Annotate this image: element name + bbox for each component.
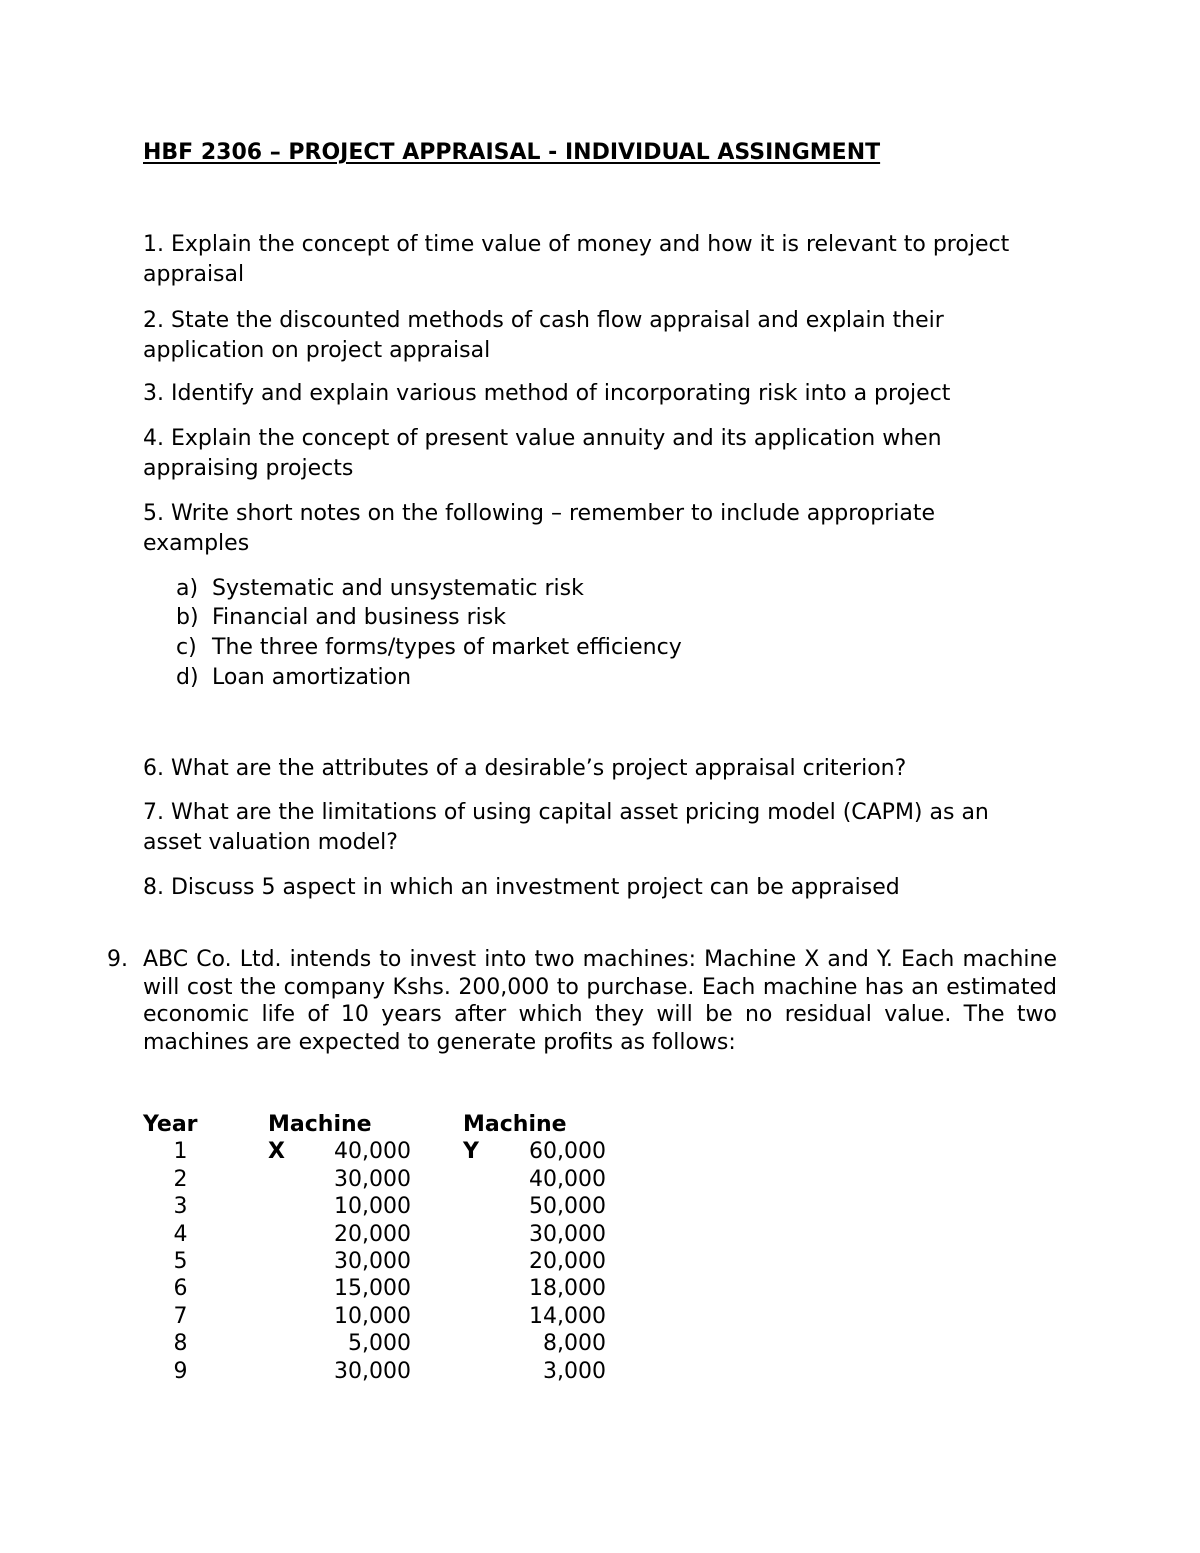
cell-machine-x: 30,000	[334, 1166, 411, 1192]
question-2: 2. State the discounted methods of cash flow appraisal and explain their application on project appraisal	[143, 308, 944, 363]
question-9-number: 9.	[107, 947, 128, 972]
cell-machine-y: 18,000	[529, 1276, 606, 1302]
item-label: d)	[176, 665, 199, 690]
question-5-item-c	[176, 633, 682, 663]
item-text: The three forms/types of market efficiency	[212, 635, 682, 660]
question-5-item-b	[176, 603, 506, 633]
cell-machine-y: 3,000	[543, 1358, 606, 1384]
question-4: 4. Explain the concept of present value annuity and its application when appraising projects	[143, 426, 942, 481]
cell-year: 3	[173, 1194, 188, 1220]
cell-machine-y: 40,000	[529, 1166, 606, 1192]
cell-machine-x: 10,000	[334, 1303, 411, 1329]
cell-machine-y: 50,000	[529, 1194, 606, 1220]
cell-machine-x: 30,000	[334, 1358, 411, 1384]
item-label: b)	[176, 605, 199, 630]
cell-machine-x: 30,000	[334, 1248, 411, 1274]
cell-year: 1	[173, 1139, 188, 1165]
question-3: 3. Identify and explain various method of incorporating risk into a project	[143, 381, 951, 406]
header-machine-x: Machine X	[268, 1112, 372, 1165]
cell-year: 8	[173, 1331, 188, 1357]
item-text: Financial and business risk	[212, 605, 506, 630]
cell-machine-x: 40,000	[334, 1139, 411, 1165]
question-7: 7. What are the limitations of using capital asset pricing model (CAPM) as an asset valuation model?	[143, 800, 989, 855]
document-title: HBF 2306 – PROJECT APPRAISAL - INDIVIDUAL ASSINGMENT	[143, 140, 881, 165]
cell-machine-y: 20,000	[529, 1248, 606, 1274]
cell-machine-x: 10,000	[334, 1194, 411, 1220]
question-9: ABC Co. Ltd. intends to invest into two machines: Machine X and Y. Each machine will cost the company Kshs. 200,000 to purchase. Each machine has an estimated economic life of 10 years after which they will be no residual value. The two machines are expected to generate profits as follows:	[143, 947, 1057, 1055]
cell-machine-x: 5,000	[348, 1331, 411, 1357]
item-label: a)	[176, 576, 199, 601]
cell-year: 6	[173, 1276, 188, 1302]
cell-machine-x: 15,000	[334, 1276, 411, 1302]
cell-machine-y: 30,000	[529, 1221, 606, 1247]
question-5-item-a	[176, 574, 584, 604]
cell-machine-y: 60,000	[529, 1139, 606, 1165]
cell-machine-y: 14,000	[529, 1303, 606, 1329]
cell-year: 9	[173, 1358, 188, 1384]
cell-year: 4	[173, 1221, 188, 1247]
item-text: Systematic and unsystematic risk	[212, 576, 584, 601]
cell-machine-x: 20,000	[334, 1221, 411, 1247]
cell-year: 7	[173, 1303, 188, 1329]
cell-machine-y: 8,000	[543, 1331, 606, 1357]
question-5-item-d	[176, 663, 411, 693]
question-1: 1. Explain the concept of time value of money and how it is relevant to project appraisal	[143, 232, 1010, 287]
question-6: 6. What are the attributes of a desirable’s project appraisal criterion?	[143, 756, 907, 781]
item-text: Loan amortization	[212, 665, 412, 690]
question-5: 5. Write short notes on the following – remember to include appropriate examples	[143, 501, 935, 556]
item-label: c)	[176, 635, 197, 660]
cell-year: 5	[173, 1248, 188, 1274]
cell-year: 2	[173, 1166, 188, 1192]
header-year: Year	[143, 1112, 198, 1137]
header-machine-y: Machine Y	[463, 1112, 567, 1165]
question-8: 8. Discuss 5 aspect in which an investment project can be appraised	[143, 875, 900, 900]
